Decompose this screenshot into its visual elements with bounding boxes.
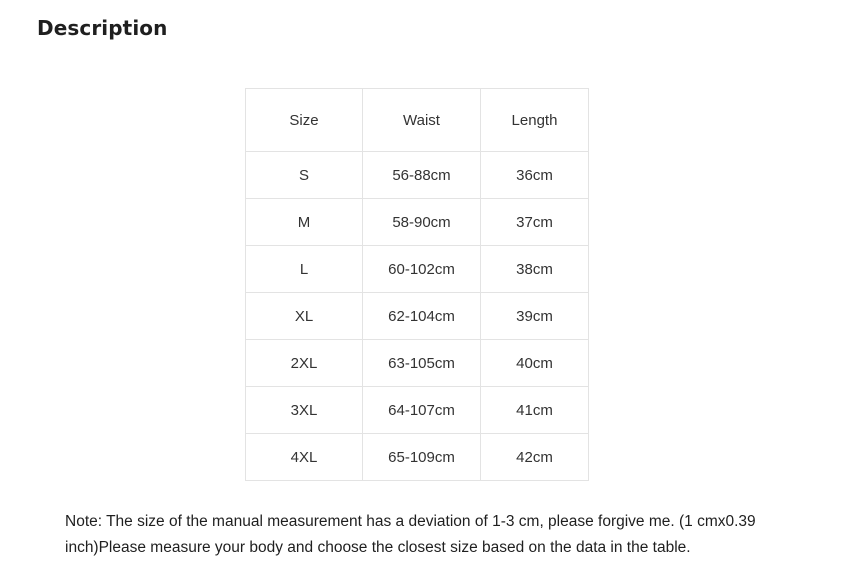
table-header-row [246,89,589,152]
table-row [246,152,589,199]
cell-length: 38cm [481,246,589,293]
cell-size: XL [246,293,363,340]
cell-size: 3XL [246,387,363,434]
cell-size: 2XL [246,340,363,387]
cell-size: M [246,199,363,246]
table-row [246,387,589,434]
table-row [246,293,589,340]
cell-length: 40cm [481,340,589,387]
cell-waist: 62-104cm [363,293,481,340]
table-row [246,434,589,481]
cell-waist: 63-105cm [363,340,481,387]
table-row [246,246,589,293]
column-header-size: Size [246,89,363,152]
cell-waist: 58-90cm [363,199,481,246]
measurement-note: Note: The size of the manual measurement has a deviation of 1-3 cm, please forgive me. (1 cmx0.39 inch)Please measure your body and choose the closest size based on the data in the table. [65,513,756,556]
page-title: Description [37,16,168,40]
table-row [246,199,589,246]
cell-waist: 65-109cm [363,434,481,481]
size-chart-table [245,88,589,481]
column-header-length: Length [481,89,589,152]
cell-size: 4XL [246,434,363,481]
cell-length: 41cm [481,387,589,434]
cell-size: S [246,152,363,199]
cell-length: 42cm [481,434,589,481]
cell-waist: 64-107cm [363,387,481,434]
column-header-waist: Waist [363,89,481,152]
cell-length: 36cm [481,152,589,199]
cell-waist: 60-102cm [363,246,481,293]
cell-length: 37cm [481,199,589,246]
cell-waist: 56-88cm [363,152,481,199]
cell-size: L [246,246,363,293]
table-row [246,340,589,387]
cell-length: 39cm [481,293,589,340]
